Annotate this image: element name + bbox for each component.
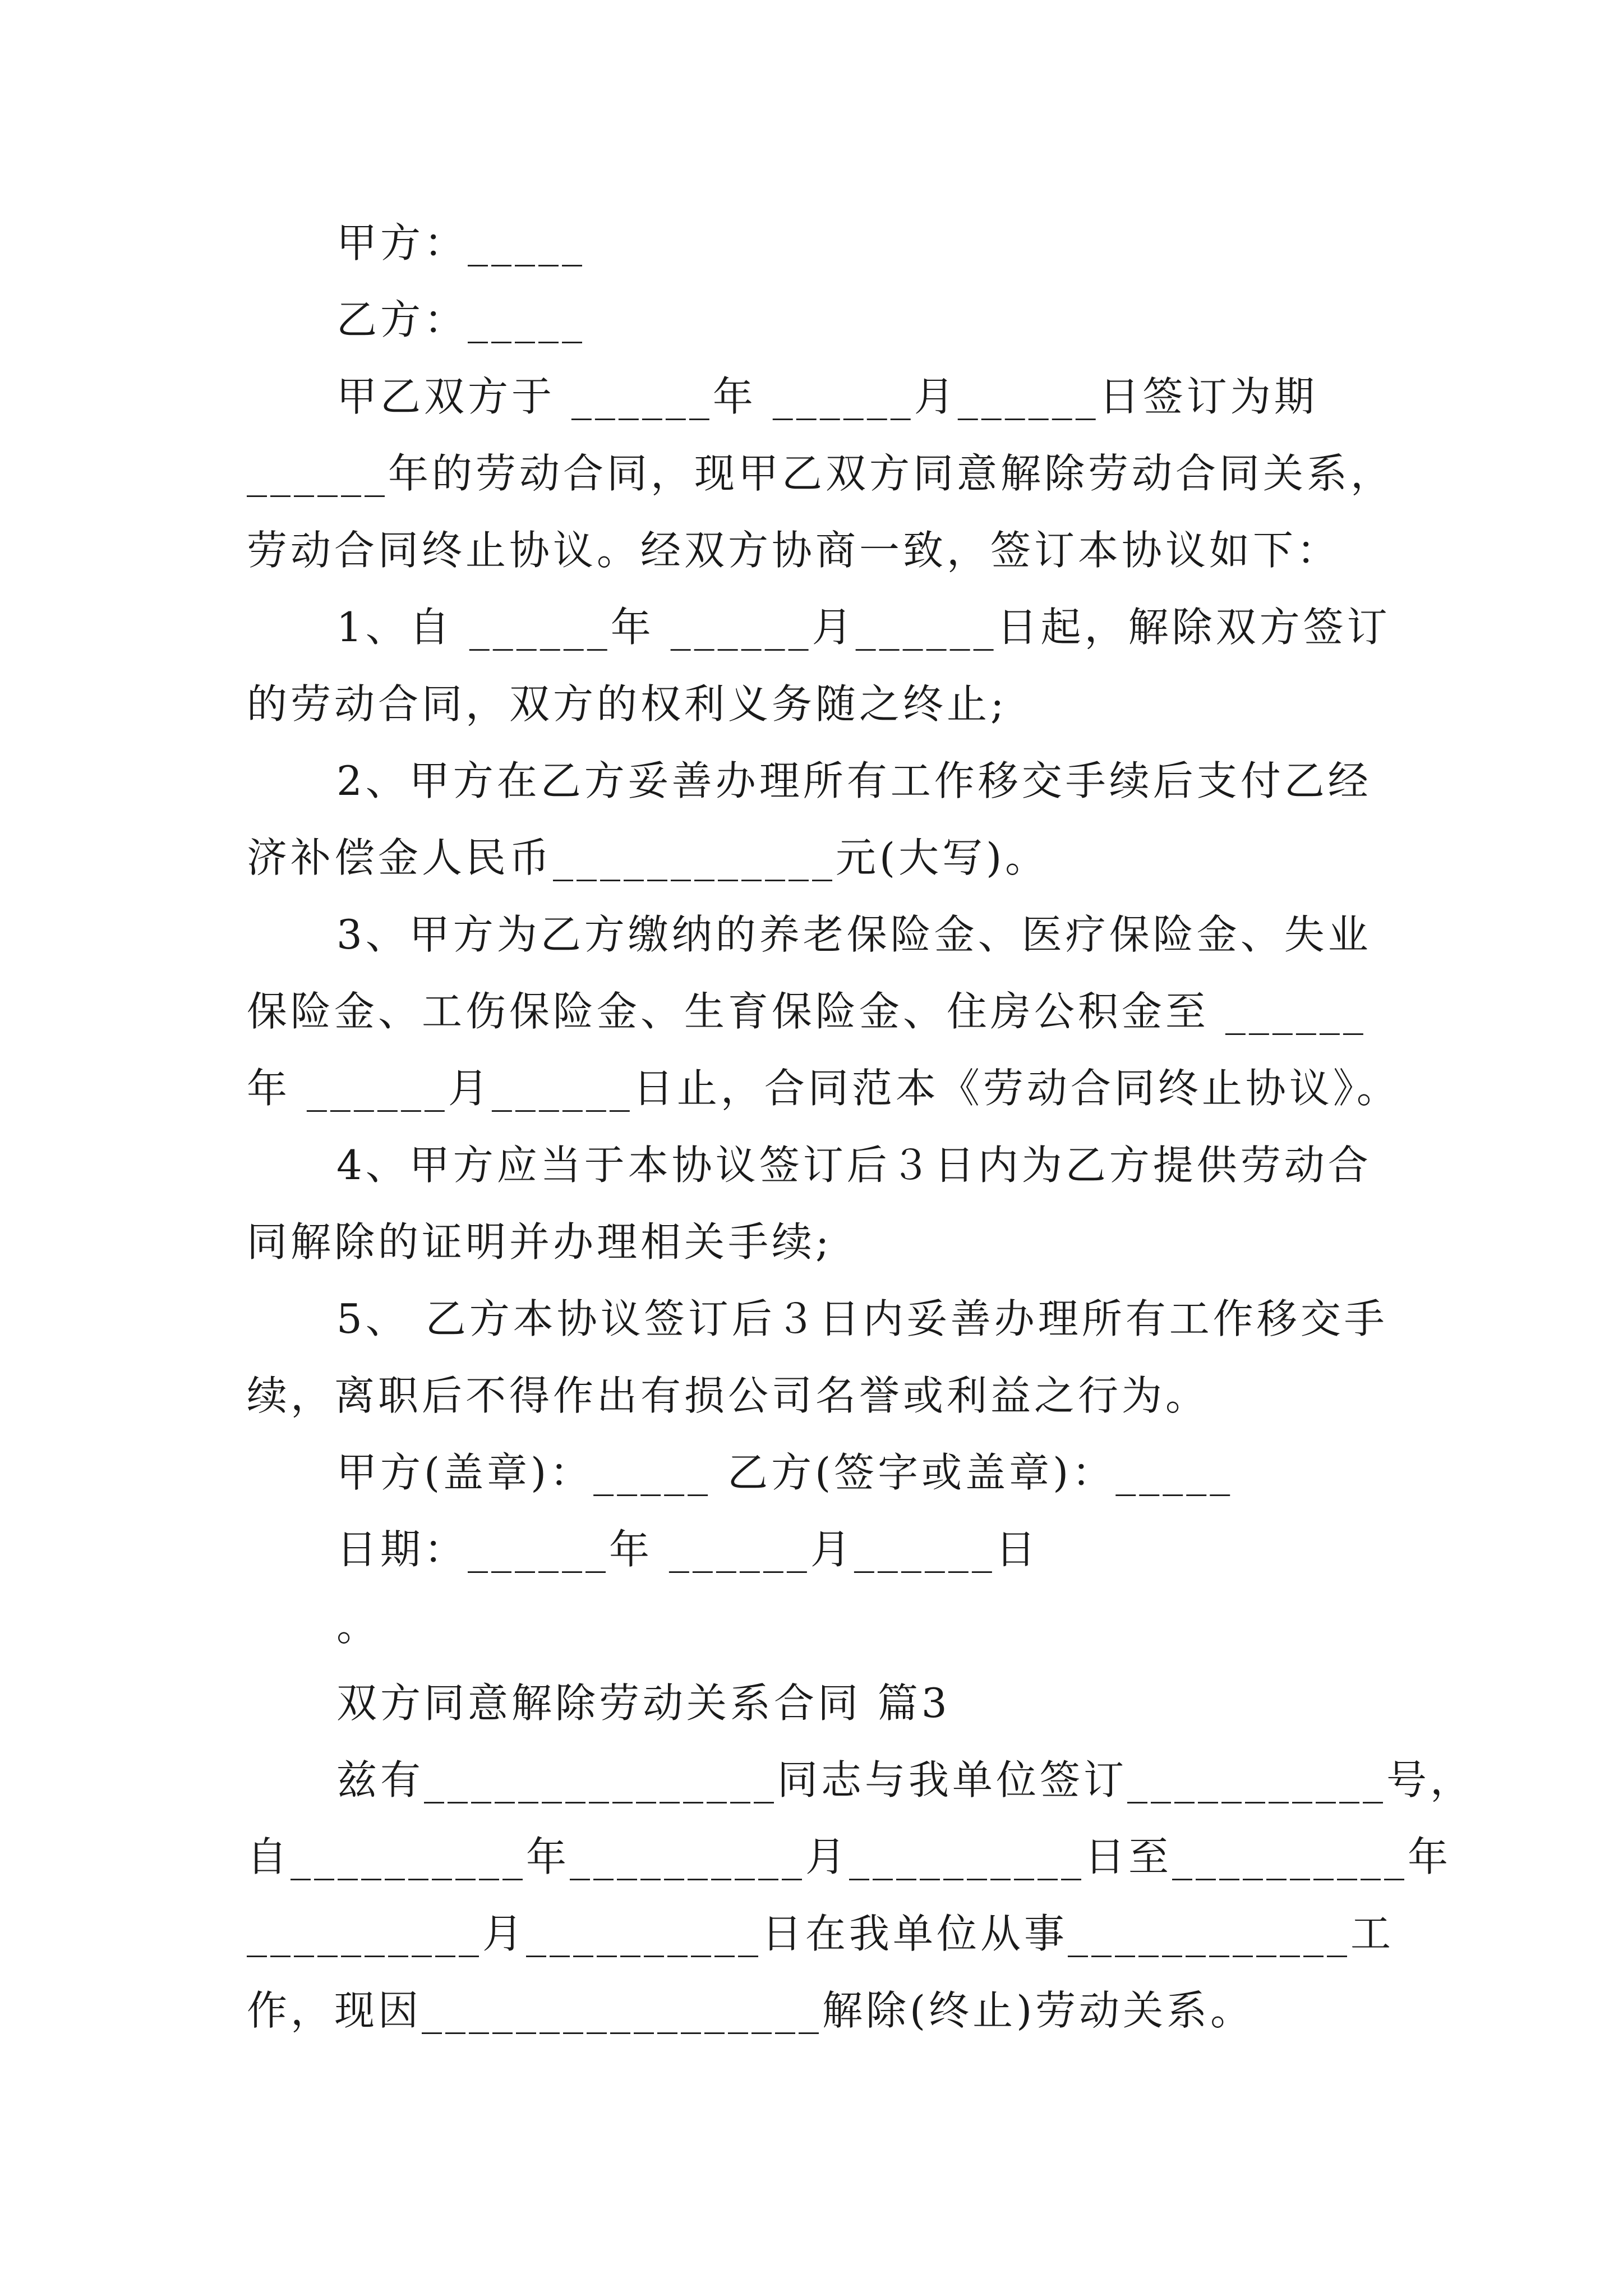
period-mark: 。 xyxy=(336,1603,381,1650)
certificate-line: 自__________年__________月__________日至__________年 xyxy=(247,1833,1452,1880)
clause-1-line: 1、自 ______年 ______月______日起，解除双方签订 xyxy=(336,604,1391,651)
clause-2-line: 2、甲方在乙方妥善办理所有工作移交手续后支付乙经 xyxy=(336,757,1372,804)
paragraph-line: 甲乙双方于 ______年 ______月______日签订为期 xyxy=(336,373,1318,420)
date-line: 日期：______年 ______月______日 xyxy=(336,1526,1039,1573)
clause-4-line: 4、甲方应当于本协议签订后３日内为乙方提供劳动合 xyxy=(336,1142,1372,1189)
clause-2-line: 济补偿金人民币____________元(大写)。 xyxy=(247,834,1049,881)
party-a-line: 甲方：_____ xyxy=(336,219,586,266)
clause-5-line: 续，离职后不得作出有损公司名誉或利益之行为。 xyxy=(247,1372,1210,1419)
clause-1-line: 的劳动合同，双方的权利义务随之终止; xyxy=(247,680,1008,728)
certificate-line: 作，现因_________________解除(终止)劳动关系。 xyxy=(247,1987,1255,2034)
clause-3-line: 保险金、工伤保险金、生育保险金、住房公积金至 ______ xyxy=(247,988,1367,1035)
certificate-line: __________月__________日在我单位从事____________工 xyxy=(247,1910,1395,1957)
clause-4-line: 同解除的证明并办理相关手续; xyxy=(247,1218,833,1266)
party-b-line: 乙方：_____ xyxy=(336,296,586,343)
clause-5-line: 5、 乙方本协议签订后３日内妥善办理所有工作移交手 xyxy=(336,1295,1388,1342)
paragraph-line: ______年的劳动合同，现甲乙双方同意解除劳动合同关系， xyxy=(247,450,1395,497)
clause-3-line: 3、甲方为乙方缴纳的养老保险金、医疗保险金、失业 xyxy=(336,911,1372,958)
signature-line: 甲方(盖章)：_____ 乙方(签字或盖章)：_____ xyxy=(336,1449,1234,1496)
paragraph-line: 劳动合同终止协议。经双方协商一致，签订本协议如下： xyxy=(247,527,1341,574)
clause-3-line: 年 ______月______日止，合同范本《劳动合同终止协议》。 xyxy=(247,1065,1400,1112)
section-heading: 双方同意解除劳动关系合同 篇3 xyxy=(336,1680,951,1727)
certificate-line: 兹有_______________同志与我单位签订___________号， xyxy=(336,1756,1474,1803)
